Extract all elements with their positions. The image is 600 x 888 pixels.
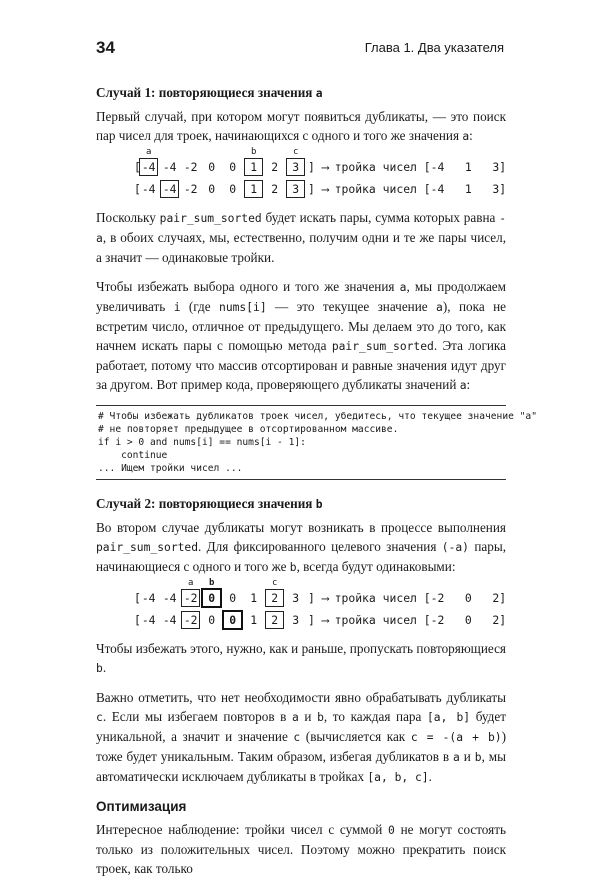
- case1-p2-code-2: -a: [96, 212, 506, 245]
- array-cell-value: -4: [141, 613, 156, 627]
- code-line: # Чтобы избежать дубликатов троек чисел, убедитесь, что текущее значение "a": [98, 411, 537, 422]
- array-cell: [203, 159, 220, 175]
- long-right-arrow-icon: ⟶: [322, 160, 329, 174]
- array-cell-value: 3: [292, 182, 300, 196]
- optimization-code: 0: [388, 824, 395, 837]
- case1-p3-text-f: . Эта логика работает, потому что массив отсортирован и равные значения идут друг за другом. Вот пример кода, проверяющего дубликаты значений: [96, 338, 506, 392]
- case1-paragraph-1: [96, 107, 506, 146]
- array-cell: [203, 612, 220, 628]
- array-cell-value: 0: [229, 160, 237, 174]
- array-cell-value: 1: [250, 591, 258, 605]
- array-cell: [245, 147, 262, 175]
- array-cell: [245, 612, 262, 628]
- optimization-text-b: не могут состоять только из положительных чисел. Поэтому можно прекратить поиск троек, как только: [96, 822, 506, 876]
- case2-p3-text-d: , то каждая пара: [323, 709, 427, 724]
- array-cell: [140, 181, 157, 197]
- case2-array-row: [96, 578, 507, 609]
- array-cell-value: 1: [250, 160, 258, 174]
- array-open-bracket: [: [134, 181, 141, 196]
- case1-p2-code-1: pair_sum_sorted: [159, 212, 262, 225]
- case1-p3-text-e: ), пока не встретим число, отличное от предыдущего. Мы делаем это до того, как начнем искать пары с помощью метода: [96, 299, 506, 353]
- case1-paragraph-2: [96, 208, 506, 267]
- array-cell-value: 0: [208, 591, 216, 605]
- case2-p3-text-j: .: [428, 769, 432, 784]
- case2-p3-code-9: [a, b, c]: [367, 771, 429, 784]
- array-cell: [266, 612, 283, 628]
- case1-heading: [96, 83, 506, 103]
- array-cell: [182, 612, 199, 628]
- array-cell: [182, 159, 199, 175]
- case2-paragraph-1: [96, 518, 506, 577]
- case1-p1-text-a: Первый случай, при котором могут появиться дубликаты, — это поиск пар чисел для троек, начинающихся с одного и того же значения: [96, 109, 506, 143]
- case2-p1-text-b: . Для фиксированного целевого значения: [198, 539, 442, 554]
- case2-p1-text-c: пары, начинающиеся с одного и того же: [96, 539, 506, 574]
- array-cell: [161, 590, 178, 606]
- case1-p3-code-5: pair_sum_sorted: [331, 340, 434, 353]
- array-cell: [266, 159, 283, 175]
- case2-p3-text-a: Важно отметить, что нет необходимости явно обрабатывать дубликаты: [96, 690, 506, 705]
- pointer-label: a: [187, 578, 194, 588]
- array-cell-value: -4: [162, 182, 177, 196]
- page-number: 34: [96, 38, 115, 57]
- array-cell-value: -2: [183, 182, 198, 196]
- case2-p1-code-2: (-a): [441, 541, 469, 554]
- array-open-bracket: [: [134, 590, 141, 605]
- triplet-result: тройка чисел [-4 1 3]: [334, 159, 507, 174]
- triplet-result: тройка чисел [-2 0 2]: [334, 590, 507, 605]
- array-cell-value: 0: [208, 182, 216, 196]
- pointer-label: c: [271, 578, 278, 588]
- case1-p3-text-c: (где: [180, 299, 220, 314]
- array-cell: [224, 159, 241, 175]
- case1-p2-text-a: Поскольку: [96, 210, 160, 225]
- case2-array-row: [96, 609, 506, 631]
- array-cell: [224, 612, 241, 628]
- array-cell-value: 2: [271, 613, 279, 627]
- case2-p1-text-a: Во втором случае дубликаты могут возникать в процессе выполнения: [96, 520, 506, 535]
- array-cell-value: 2: [271, 591, 279, 605]
- case1-p1-code: a: [462, 130, 470, 143]
- array-cell: [140, 612, 157, 628]
- array-cell: [140, 147, 157, 175]
- array-cell: [161, 181, 178, 197]
- array-open-bracket: [: [134, 612, 141, 627]
- long-right-arrow-icon: ⟶: [322, 591, 329, 605]
- case2-p3-code-2: a: [292, 711, 299, 724]
- case1-p3-text-d: — это текущее значение: [266, 299, 437, 314]
- array-cell: [245, 181, 262, 197]
- case1-p3-text-b: , мы продолжаем увеличивать: [96, 279, 506, 314]
- triplet-result: тройка чисел [-4 1 3]: [334, 181, 507, 196]
- optimization-heading: Оптимизация: [96, 799, 187, 814]
- case2-p3-code-7: a: [453, 751, 460, 764]
- case2-heading-text: Случай 2: повторяющиеся значения: [96, 496, 316, 511]
- case2-p3-code-1: c: [96, 711, 103, 724]
- case1-paragraph-3: [96, 277, 506, 395]
- case2-p3-text-b: . Если мы избегаем повторов в: [102, 709, 292, 724]
- array-cell-value: -4: [141, 160, 156, 174]
- array-close-bracket: ]: [308, 181, 315, 196]
- array-cell: [182, 181, 199, 197]
- code-listing: [96, 405, 537, 480]
- case1-p3-code-4: a: [436, 301, 443, 314]
- case1-array-row: [96, 147, 507, 178]
- array-cell: [161, 159, 178, 175]
- array-cell-value: -2: [183, 160, 198, 174]
- triplet-result: тройка чисел [-2 0 2]: [334, 612, 507, 627]
- page-content: [96, 83, 537, 888]
- array-cell: [287, 590, 304, 606]
- array-cell-value: -2: [183, 613, 198, 627]
- case1-p3-text-a: Чтобы избежать выбора одного и того же значения: [96, 279, 400, 294]
- page-header: [96, 38, 504, 62]
- case2-p3-text-i: , мы автоматически исключаем дубликаты в тройках: [96, 749, 506, 784]
- case1-heading-text: Случай 1: повторяющиеся значения: [96, 85, 316, 100]
- array-cell-value: -4: [141, 182, 156, 196]
- array-cell-value: 2: [271, 182, 279, 196]
- optimization-text-a: Интересное наблюдение: тройки чисел с суммой: [96, 822, 389, 837]
- array-cell-value: 1: [250, 613, 258, 627]
- array-cell-value: -4: [141, 591, 156, 605]
- array-cell-value: 0: [208, 160, 216, 174]
- case1-p3-code-2: i: [173, 301, 181, 314]
- array-open-bracket: [: [134, 159, 141, 174]
- case1-heading-var: a: [315, 87, 323, 100]
- pointer-label: b: [208, 578, 215, 588]
- case2-p3-code-5: c: [293, 731, 301, 744]
- array-cell: [287, 147, 304, 175]
- array-cell: [287, 181, 304, 197]
- array-cell: [140, 590, 157, 606]
- case2-p3-text-e: будет уникальной, а значит и значение: [96, 709, 507, 744]
- code-line: ... Ищем тройки чисел ...: [98, 463, 243, 474]
- case1-array-diagram: [96, 147, 507, 200]
- code-line: # не повторяет предыдущее в отсортированном массиве.: [98, 424, 399, 435]
- long-right-arrow-icon: ⟶: [322, 613, 329, 627]
- case2-heading: [96, 494, 506, 514]
- array-cell-value: -4: [162, 160, 177, 174]
- array-cell: [287, 612, 304, 628]
- case2-paragraph-2: [96, 639, 506, 678]
- code-line: continue: [98, 450, 168, 461]
- array-cell-value: -4: [162, 613, 177, 627]
- array-cell-value: 3: [292, 613, 300, 627]
- array-cell: [182, 578, 199, 606]
- case1-p3-text-g: :: [466, 377, 471, 392]
- array-close-bracket: ]: [308, 159, 315, 174]
- chapter-title: Глава 1. Два указателя: [364, 40, 504, 55]
- case2-p3-code-6: c = -(a + b): [410, 731, 502, 744]
- case2-p1-code-1: pair_sum_sorted: [96, 541, 199, 554]
- array-cell: [224, 590, 241, 606]
- case2-p3-code-3: b: [317, 711, 324, 724]
- case1-p3-code-1: a: [399, 281, 407, 294]
- case2-p3-text-h: и: [459, 749, 475, 764]
- code-line: if i > 0 and nums[i] == nums[i - 1]:: [98, 437, 306, 448]
- array-cell: [203, 578, 220, 606]
- case1-array-row: [96, 178, 506, 200]
- case2-p3-code-4: [a, b]: [426, 711, 471, 724]
- case1-p2-text-c: , в обоих случаях, мы, естественно, получим одни и те же пары чисел, а значит — одинаковые тройки.: [96, 230, 506, 265]
- array-cell: [266, 578, 283, 606]
- optimization-paragraph: [96, 820, 506, 878]
- array-cell-value: -2: [183, 591, 198, 605]
- case2-p2-text-b: .: [102, 660, 107, 675]
- array-cell-value: 0: [229, 591, 237, 605]
- case2-p2-text-a: Чтобы избежать этого, нужно, как и раньше, пропускать повторяющиеся: [96, 641, 506, 656]
- array-cell-value: -4: [162, 591, 177, 605]
- case2-array-diagram: [96, 578, 507, 631]
- case1-p3-code-3: nums[i]: [219, 301, 267, 314]
- array-cell-value: 3: [292, 160, 300, 174]
- array-cell: [266, 181, 283, 197]
- case2-p3-text-g: ) тоже будет уникальным. Таким образом, избегая дубликатов в: [96, 729, 506, 764]
- array-cell-value: 0: [229, 613, 237, 627]
- case2-p1-text-d: , всегда будут одинаковыми:: [296, 559, 456, 574]
- array-close-bracket: ]: [308, 590, 315, 605]
- array-cell-value: 3: [292, 591, 300, 605]
- array-cell: [203, 181, 220, 197]
- case2-heading-var: b: [315, 498, 323, 511]
- array-cell: [161, 612, 178, 628]
- array-cell-value: 0: [208, 613, 216, 627]
- case2-p2-code: b: [96, 662, 103, 675]
- pointer-label: a: [145, 147, 152, 157]
- case2-p1-code-3: b: [289, 561, 297, 574]
- array-cell-value: 1: [250, 182, 258, 196]
- case1-p3-code-6: a: [459, 379, 467, 392]
- pointer-label: b: [250, 147, 257, 157]
- pointer-label: c: [292, 147, 299, 157]
- array-cell-value: 0: [229, 182, 237, 196]
- array-cell: [245, 590, 262, 606]
- array-cell: [224, 181, 241, 197]
- array-close-bracket: ]: [308, 612, 315, 627]
- case2-p3-code-8: b: [474, 751, 482, 764]
- case2-p3-text-f: (вычисляется как: [300, 729, 411, 744]
- array-cell-value: 2: [271, 160, 279, 174]
- case1-p2-text-b: будет искать пары, сумма которых равна: [261, 210, 500, 225]
- case2-paragraph-3: [96, 688, 506, 787]
- case1-p1-text-b: :: [469, 128, 473, 143]
- case2-p3-text-c: и: [298, 709, 318, 724]
- long-right-arrow-icon: ⟶: [322, 182, 329, 196]
